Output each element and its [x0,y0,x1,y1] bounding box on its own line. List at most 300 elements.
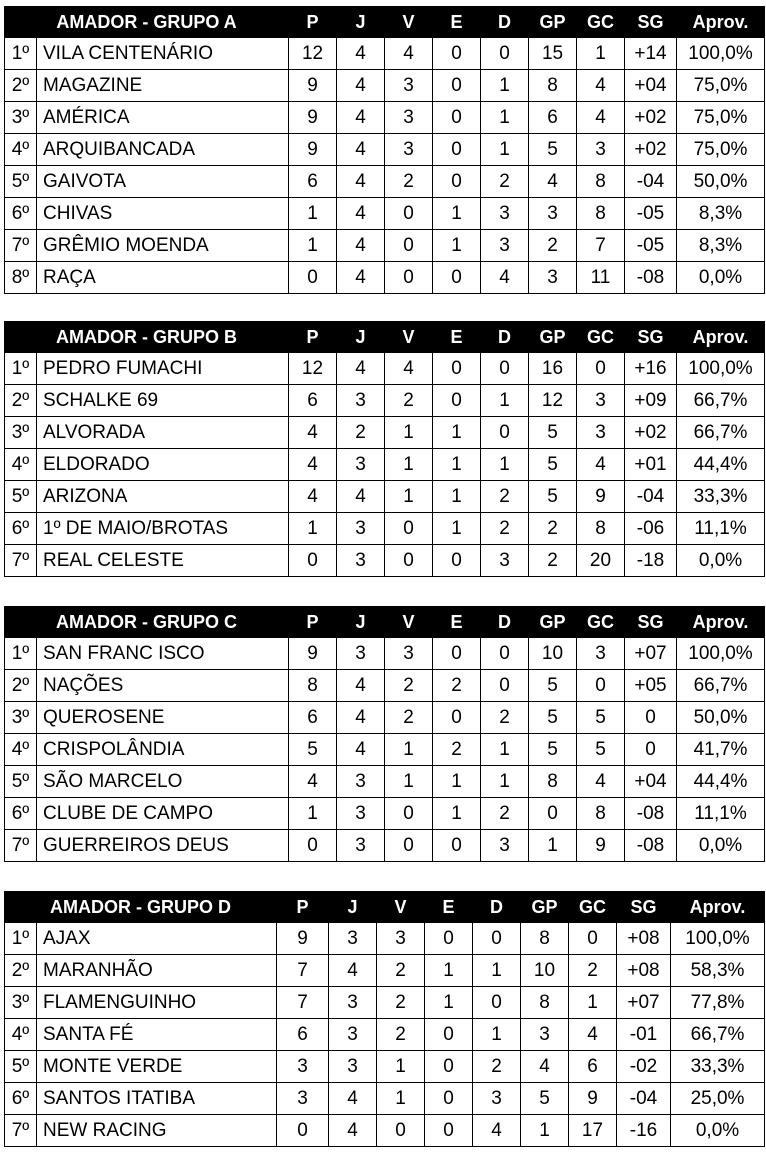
position-cell: 7º [5,230,37,262]
stat-cell: 5 [529,449,577,481]
stat-cell: 25,0% [671,1083,765,1115]
group-title: AMADOR - GRUPO C [5,607,289,638]
column-header: Aprov. [677,607,765,638]
stat-cell: 100,0% [677,638,765,670]
stat-cell: 0 [425,923,473,955]
stat-cell: +07 [617,987,671,1019]
position-cell: 2º [5,670,37,702]
stat-cell: 3 [385,70,433,102]
stat-cell: 2 [481,798,529,830]
stat-cell: 12 [289,38,337,70]
position-cell: 7º [5,1115,37,1147]
position-cell: 5º [5,166,37,198]
stat-cell: 2 [481,513,529,545]
team-name-cell: GRÊMIO MOENDA [37,230,289,262]
table-row [5,1115,765,1147]
table-row [5,449,765,481]
stat-cell: 3 [337,449,385,481]
stat-cell: 4 [577,449,625,481]
stat-cell: +08 [617,955,671,987]
stat-cell: 3 [481,545,529,577]
stat-cell: 3 [529,198,577,230]
group-title: AMADOR - GRUPO B [5,322,289,353]
stat-cell: 9 [577,481,625,513]
table-row [5,702,765,734]
stat-cell: 8 [289,670,337,702]
stat-cell: 1 [289,513,337,545]
team-name-cell: RAÇA [37,262,289,294]
position-cell: 3º [5,102,37,134]
column-header: J [337,7,385,38]
header-row [5,7,765,38]
column-header: GC [569,892,617,923]
stat-cell: 3 [329,987,377,1019]
stat-cell: 1 [433,798,481,830]
stat-cell: 4 [337,230,385,262]
column-header: J [337,607,385,638]
table-row [5,923,765,955]
stat-cell: 0 [433,545,481,577]
position-cell: 8º [5,262,37,294]
table-row [5,766,765,798]
stat-cell: 2 [569,955,617,987]
stat-cell: 4 [329,1115,377,1147]
column-header: E [433,7,481,38]
stat-cell: 16 [529,353,577,385]
stat-cell: 4 [337,734,385,766]
stat-cell: 11,1% [677,513,765,545]
stat-cell: 2 [385,385,433,417]
column-header: Aprov. [677,7,765,38]
stat-cell: 1 [385,734,433,766]
team-name-cell: CRISPOLÂNDIA [37,734,289,766]
team-name-cell: SÃO MARCELO [37,766,289,798]
stat-cell: 9 [577,830,625,862]
table-row [5,38,765,70]
stat-cell: 5 [529,417,577,449]
stat-cell: 0 [473,923,521,955]
stat-cell: -02 [617,1051,671,1083]
stat-cell: 0 [433,385,481,417]
stat-cell: 4 [329,955,377,987]
stat-cell: 6 [569,1051,617,1083]
stat-cell: 9 [289,102,337,134]
stat-cell: 3 [337,385,385,417]
column-header: Aprov. [671,892,765,923]
stat-cell: 3 [337,798,385,830]
column-header: Aprov. [677,322,765,353]
stat-cell: 6 [529,102,577,134]
stat-cell: +08 [617,923,671,955]
stat-cell: 0 [433,38,481,70]
column-header: E [433,322,481,353]
table-row [5,670,765,702]
stat-cell: 1 [433,198,481,230]
column-header: E [425,892,473,923]
stat-cell: 44,4% [677,449,765,481]
stat-cell: 3 [521,1019,569,1051]
stat-cell: 4 [337,670,385,702]
stat-cell: 0 [289,830,337,862]
stat-cell: 1 [481,134,529,166]
stat-cell: 3 [385,134,433,166]
stat-cell: 0 [277,1115,329,1147]
stat-cell: 1 [433,230,481,262]
stat-cell: 2 [473,1051,521,1083]
stat-cell: 0 [481,638,529,670]
stat-cell: 0 [385,262,433,294]
stat-cell: -05 [625,230,677,262]
stat-cell: 0 [481,670,529,702]
team-name-cell: SAN FRANC ISCO [37,638,289,670]
position-cell: 2º [5,385,37,417]
stat-cell: 1 [377,1083,425,1115]
stat-cell: 0 [433,353,481,385]
stat-cell: 2 [377,1019,425,1051]
stat-cell: 1 [433,766,481,798]
stat-cell: 1 [529,830,577,862]
stat-cell: 4 [385,353,433,385]
stat-cell: 4 [577,70,625,102]
stat-cell: +04 [625,70,677,102]
stat-cell: 11 [577,262,625,294]
table-row [5,798,765,830]
stat-cell: 9 [289,638,337,670]
stat-cell: +07 [625,638,677,670]
position-cell: 4º [5,134,37,166]
stat-cell: 0 [385,545,433,577]
stat-cell: -04 [617,1083,671,1115]
table-row [5,734,765,766]
stat-cell: 2 [529,545,577,577]
stat-cell: 1 [385,417,433,449]
stat-cell: 2 [433,734,481,766]
stat-cell: 1 [385,766,433,798]
stat-cell: 0 [481,38,529,70]
table-row [5,1019,765,1051]
stat-cell: 6 [289,166,337,198]
stat-cell: 6 [277,1019,329,1051]
stat-cell: 1 [577,38,625,70]
stat-cell: 2 [337,417,385,449]
stat-cell: 0 [425,1083,473,1115]
table-row [5,987,765,1019]
stat-cell: 66,7% [677,670,765,702]
stat-cell: 8 [577,166,625,198]
stat-cell: -05 [625,198,677,230]
stat-cell: 75,0% [677,102,765,134]
team-name-cell: NEW RACING [37,1115,277,1147]
stat-cell: 0 [433,262,481,294]
stat-cell: 4 [385,38,433,70]
stat-cell: 1 [289,198,337,230]
stat-cell: 4 [337,198,385,230]
team-name-cell: VILA CENTENÁRIO [37,38,289,70]
stat-cell: 3 [337,766,385,798]
stat-cell: 4 [337,262,385,294]
stat-cell: 1 [289,230,337,262]
position-cell: 7º [5,545,37,577]
column-header: D [481,607,529,638]
stat-cell: 3 [529,262,577,294]
stat-cell: 0 [481,353,529,385]
stat-cell: +02 [625,134,677,166]
stat-cell: 5 [577,734,625,766]
stat-cell: 5 [289,734,337,766]
stat-cell: 1 [425,955,473,987]
position-cell: 4º [5,1019,37,1051]
stat-cell: 4 [337,38,385,70]
stat-cell: 0 [425,1115,473,1147]
column-header: GP [521,892,569,923]
standings-table [4,6,765,294]
stat-cell: 17 [569,1115,617,1147]
stat-cell: +09 [625,385,677,417]
stat-cell: +14 [625,38,677,70]
stat-cell: 0 [385,513,433,545]
stat-cell: 75,0% [677,134,765,166]
stat-cell: 3 [473,1083,521,1115]
team-name-cell: ALVORADA [37,417,289,449]
stat-cell: 7 [277,987,329,1019]
column-header: E [433,607,481,638]
position-cell: 1º [5,923,37,955]
stat-cell: 6 [289,385,337,417]
stat-cell: 5 [577,702,625,734]
column-header: SG [625,322,677,353]
standings-group-d [4,891,765,1147]
table-row [5,1051,765,1083]
column-header: D [473,892,521,923]
stat-cell: 1 [433,417,481,449]
stat-cell: 2 [481,702,529,734]
stat-cell: -08 [625,262,677,294]
stat-cell: +01 [625,449,677,481]
stat-cell: 1 [385,481,433,513]
position-cell: 4º [5,449,37,481]
stat-cell: -04 [625,166,677,198]
stat-cell: 100,0% [671,923,765,955]
position-cell: 3º [5,702,37,734]
table-row [5,385,765,417]
stat-cell: 0 [433,638,481,670]
stat-cell: 3 [577,134,625,166]
stat-cell: 4 [289,449,337,481]
stat-cell: 8,3% [677,198,765,230]
stat-cell: -08 [625,798,677,830]
stat-cell: 2 [377,955,425,987]
stat-cell: -08 [625,830,677,862]
stat-cell: 9 [289,70,337,102]
stat-cell: 0 [625,734,677,766]
column-header: V [377,892,425,923]
stat-cell: 4 [337,702,385,734]
stat-cell: 4 [289,417,337,449]
stat-cell: 0 [433,830,481,862]
stat-cell: 0 [433,70,481,102]
team-name-cell: MARANHÃO [37,955,277,987]
team-name-cell: FLAMENGUINHO [37,987,277,1019]
stat-cell: 4 [289,481,337,513]
stat-cell: 1 [473,1019,521,1051]
stat-cell: 0 [529,798,577,830]
stat-cell: 1 [481,449,529,481]
stat-cell: 0 [377,1115,425,1147]
stat-cell: 5 [529,134,577,166]
stat-cell: 33,3% [671,1051,765,1083]
stat-cell: 8 [521,923,569,955]
stat-cell: 4 [473,1115,521,1147]
stat-cell: 8 [577,513,625,545]
table-row [5,166,765,198]
stat-cell: 1 [481,70,529,102]
stat-cell: 2 [433,670,481,702]
stat-cell: +02 [625,102,677,134]
team-name-cell: MONTE VERDE [37,1051,277,1083]
stat-cell: +05 [625,670,677,702]
position-cell: 4º [5,734,37,766]
stat-cell: 1 [433,513,481,545]
stat-cell: 66,7% [677,385,765,417]
stat-cell: 6 [289,702,337,734]
stat-cell: 50,0% [677,166,765,198]
stat-cell: 4 [289,766,337,798]
stat-cell: 4 [481,262,529,294]
stat-cell: 4 [337,134,385,166]
stat-cell: 4 [337,481,385,513]
stat-cell: 3 [329,923,377,955]
stat-cell: 1 [569,987,617,1019]
column-header: J [329,892,377,923]
stat-cell: 0 [625,702,677,734]
table-row [5,481,765,513]
column-header: GP [529,322,577,353]
column-header: P [289,322,337,353]
stat-cell: +02 [625,417,677,449]
stat-cell: 3 [577,638,625,670]
stat-cell: 3 [481,830,529,862]
stat-cell: 0 [569,923,617,955]
stat-cell: 4 [577,766,625,798]
stat-cell: 4 [329,1083,377,1115]
stat-cell: 0,0% [671,1115,765,1147]
header-row [5,607,765,638]
stat-cell: 100,0% [677,353,765,385]
stat-cell: 1 [385,449,433,481]
position-cell: 1º [5,38,37,70]
team-name-cell: SANTOS ITATIBA [37,1083,277,1115]
table-row [5,262,765,294]
stat-cell: 0 [289,262,337,294]
team-name-cell: PEDRO FUMACHI [37,353,289,385]
stat-cell: 7 [277,955,329,987]
stat-cell: 3 [337,830,385,862]
stat-cell: 3 [277,1051,329,1083]
team-name-cell: GAIVOTA [37,166,289,198]
column-header: V [385,322,433,353]
stat-cell: 8,3% [677,230,765,262]
header-row [5,322,765,353]
team-name-cell: ARIZONA [37,481,289,513]
stat-cell: 2 [377,987,425,1019]
column-header: V [385,7,433,38]
stat-cell: 0,0% [677,545,765,577]
column-header: GP [529,7,577,38]
standings-group-c [4,606,765,862]
stat-cell: 0 [433,702,481,734]
stat-cell: 0 [433,102,481,134]
stat-cell: 5 [529,481,577,513]
stat-cell: 1 [473,955,521,987]
stat-cell: 1 [377,1051,425,1083]
position-cell: 5º [5,766,37,798]
stat-cell: 4 [337,166,385,198]
stat-cell: 2 [481,166,529,198]
position-cell: 3º [5,987,37,1019]
stat-cell: -01 [617,1019,671,1051]
stat-cell: 5 [521,1083,569,1115]
stat-cell: 3 [385,102,433,134]
stat-cell: 100,0% [677,38,765,70]
column-header: SG [625,607,677,638]
stat-cell: 4 [529,166,577,198]
header-row [5,892,765,923]
stat-cell: -16 [617,1115,671,1147]
stat-cell: 0 [385,198,433,230]
column-header: GC [577,607,625,638]
stat-cell: 3 [337,545,385,577]
column-header: J [337,322,385,353]
column-header: P [289,607,337,638]
position-cell: 6º [5,1083,37,1115]
stat-cell: +04 [625,766,677,798]
stat-cell: 4 [577,102,625,134]
stat-cell: 50,0% [677,702,765,734]
position-cell: 1º [5,353,37,385]
position-cell: 1º [5,638,37,670]
stat-cell: 58,3% [671,955,765,987]
stat-cell: 3 [385,638,433,670]
stat-cell: 0 [385,230,433,262]
stat-cell: 4 [521,1051,569,1083]
stat-cell: 1 [433,449,481,481]
stat-cell: 33,3% [677,481,765,513]
team-name-cell: 1º DE MAIO/BROTAS [37,513,289,545]
team-name-cell: ELDORADO [37,449,289,481]
team-name-cell: MAGAZINE [37,70,289,102]
stat-cell: 3 [377,923,425,955]
table-row [5,198,765,230]
table-row [5,955,765,987]
stat-cell: 3 [329,1051,377,1083]
stat-cell: 5 [529,734,577,766]
stat-cell: 8 [529,70,577,102]
stat-cell: 4 [337,353,385,385]
stat-cell: 1 [481,766,529,798]
standings-table [4,606,765,862]
stat-cell: 0 [481,417,529,449]
stat-cell: 75,0% [677,70,765,102]
stat-cell: 1 [289,798,337,830]
table-row [5,353,765,385]
stat-cell: 8 [521,987,569,1019]
stat-cell: +16 [625,353,677,385]
stat-cell: 8 [577,798,625,830]
stat-cell: 1 [433,481,481,513]
position-cell: 2º [5,70,37,102]
position-cell: 6º [5,798,37,830]
stat-cell: 1 [481,102,529,134]
